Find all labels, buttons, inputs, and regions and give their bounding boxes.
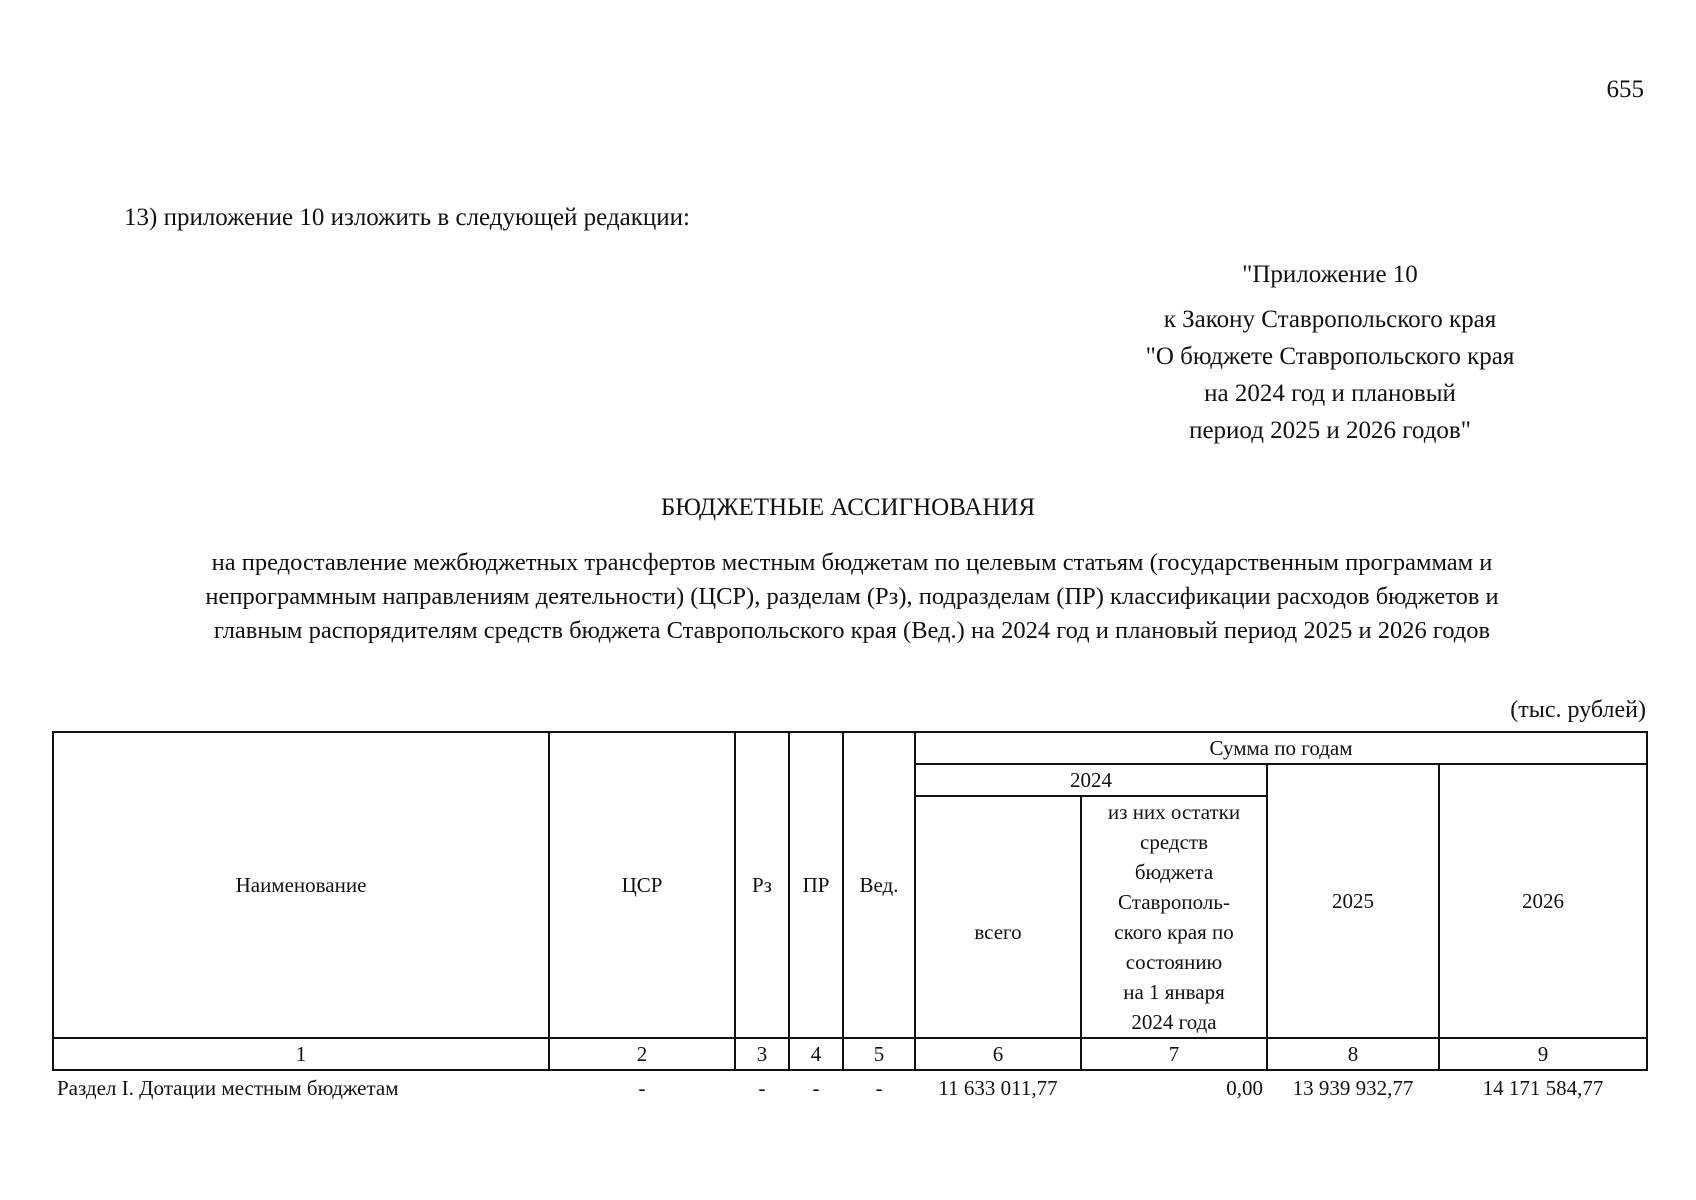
header-remainder-line: на 1 января (1123, 980, 1225, 1004)
appendix-ref-line: период 2025 и 2026 годов" (1189, 417, 1471, 444)
column-number: 7 (1081, 1038, 1267, 1070)
header-sum-by-years: Сумма по годам (915, 732, 1647, 764)
header-name: Наименование (53, 732, 549, 1038)
column-number: 9 (1439, 1038, 1647, 1070)
header-csr: ЦСР (549, 732, 735, 1038)
subtitle-line: на предоставление межбюджетных трансфертов местным бюджетам по целевым статьям (государственным программам и (211, 549, 1493, 576)
appendix-ref-line: "Приложение 10 (1242, 261, 1418, 288)
subtitle-line: непрограммным направлениям деятельности) (ЦСР), разделам (Рз), подразделам (ПР) классификации расходов бюджетов и (205, 583, 1499, 610)
header-rz: Рз (735, 732, 789, 1038)
header-year-2026: 2026 (1439, 764, 1647, 1038)
units-label: (тыс. рублей) (1510, 697, 1646, 723)
header-remainder-line: Ставрополь- (1118, 890, 1230, 914)
column-number: 1 (53, 1038, 549, 1070)
row-2025: 13 939 932,77 (1292, 1076, 1414, 1100)
header-year-2025: 2025 (1267, 764, 1439, 1038)
row-ved: - (875, 1076, 883, 1100)
column-number: 8 (1267, 1038, 1439, 1070)
row-rz: - (758, 1076, 766, 1100)
row-name: Раздел I. Дотации местным бюджетам (57, 1076, 399, 1100)
row-pr: - (812, 1076, 820, 1100)
page-number: 655 (1606, 76, 1644, 103)
header-remainder-line: бюджета (1134, 860, 1214, 884)
header-remainder-line: 2024 года (1131, 1010, 1217, 1034)
column-number: 5 (843, 1038, 915, 1070)
table-row (53, 1070, 1647, 1105)
header-remainder-line: ского края по (1114, 920, 1234, 944)
column-number: 6 (915, 1038, 1081, 1070)
header-pr: ПР (789, 732, 843, 1038)
header-remainder-line: из них остатки (1107, 800, 1241, 824)
budget-table (52, 731, 1648, 1105)
appendix-ref-line: "О бюджете Ставропольского края (1145, 343, 1515, 370)
row-csr: - (638, 1076, 646, 1100)
header-total: всего (915, 796, 1081, 1038)
subtitle-line: главным распорядителям средств бюджета Ставропольского края (Вед.) на 2024 год и плановый период 2025 и 2026 годов (213, 617, 1491, 644)
row-remainder-2024: 0,00 (1226, 1076, 1263, 1100)
column-number-row (53, 1038, 1647, 1070)
header-ved: Вед. (843, 732, 915, 1038)
header-row (53, 732, 1647, 764)
row-total-2024: 11 633 011,77 (938, 1076, 1058, 1100)
header-remainder-line: состоянию (1125, 950, 1223, 974)
header-remainder (1081, 796, 1267, 1038)
appendix-ref-line: к Закону Ставропольского края (1163, 306, 1497, 333)
document-subtitle (88, 546, 1616, 648)
header-remainder-line: средств (1140, 830, 1208, 854)
intro-text: 13) приложение 10 изложить в следующей редакции: (124, 204, 690, 231)
column-number: 2 (549, 1038, 735, 1070)
row-2026: 14 171 584,77 (1482, 1076, 1604, 1100)
header-year-2024: 2024 (915, 764, 1267, 796)
appendix-ref-line: на 2024 год и плановый (1204, 380, 1456, 407)
appendix-reference (1070, 256, 1590, 449)
document-title: БЮДЖЕТНЫЕ АССИГНОВАНИЯ (660, 494, 1036, 521)
column-number: 3 (735, 1038, 789, 1070)
column-number: 4 (789, 1038, 843, 1070)
